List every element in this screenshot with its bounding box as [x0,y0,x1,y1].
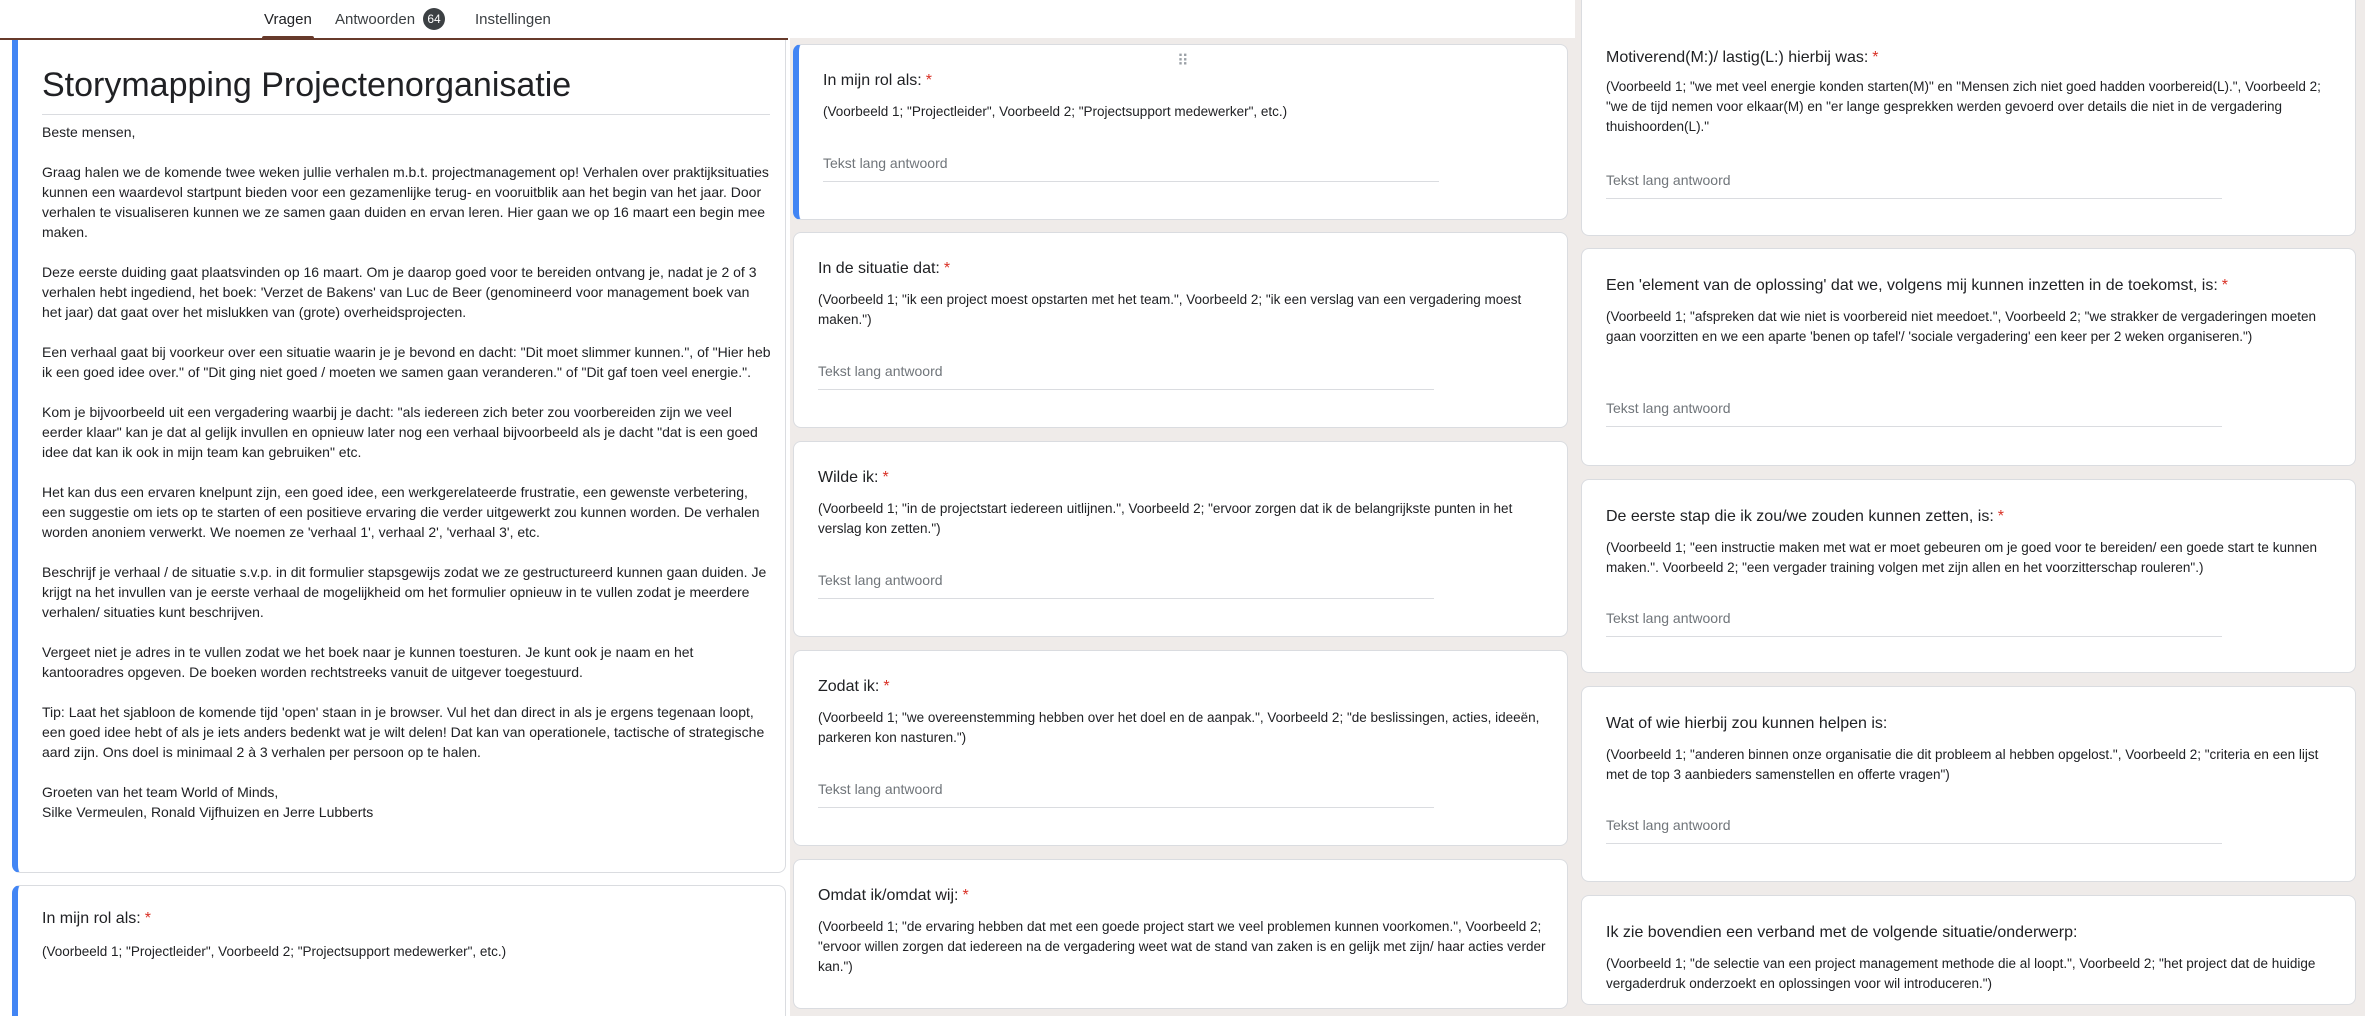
question-title-text: Wilde ik: [818,469,879,486]
question-title-text: In mijn rol als: [42,910,141,927]
required-asterisk: * [2221,277,2229,294]
form-header-card[interactable] [12,40,786,873]
question-title [1606,506,2004,528]
required-asterisk: * [943,260,951,277]
tab-instellingen[interactable]: Instellingen [475,11,551,28]
long-answer-field[interactable]: Tekst lang antwoord [823,154,1439,182]
description-paragraph: Het kan dus een ervaren knelpunt zijn, een goed idee, een werkgerelateerde frustratie, een gewenste verbetering, een suggestie om iets op te starten of een positieve ervaring die verder uitgewerkt zou kunnen worden. De verhalen worden anoniem verwerkt. We noemen ze 'verhaal 1', verhaal 2', 'verhaal 3', etc. [42,484,760,540]
required-asterisk: * [882,469,889,486]
question-card-situatie[interactable] [793,232,1568,428]
required-asterisk: * [1997,508,2005,525]
question-card-verband[interactable] [1581,895,2356,1005]
question-description: (Voorbeeld 1; "we overeenstemming hebben over het doel en de aanpak.", Voorbeeld 2; "de beslissingen, acties, ideeën, parkeren kon nasturen.") [818,710,1540,745]
question-title-text: Omdat ik/omdat wij: [818,887,959,904]
tab-antwoorden-label: Antwoorden [335,11,416,28]
question-description: (Voorbeeld 1; "Projectleider", Voorbeeld 2; "Projectsupport medewerker", etc.) [42,944,507,959]
tab-vragen[interactable]: Vragen [264,0,312,40]
question-description: (Voorbeeld 1; "Projectleider", Voorbeeld 2; "Projectsupport medewerker", etc.) [823,104,1288,119]
description-paragraph: Tip: Laat het sjabloon de komende tijd 'open' staan in je browser. Vul het dan direct in als je ergens tegenaan loopt, een goed idee hebt of als je iets anders bedenkt wat je wilt delen! Dat kan van operationele, tactische of strategische aard zijn. Ons doel is minimaal 2 à 3 verhalen per persoon op te halen. [42,704,765,760]
question-card-helpen[interactable] [1581,686,2356,882]
question-description: (Voorbeeld 1; "de ervaring hebben dat met een goede project start we veel problemen kunnen voorkomen.", Voorbeeld 2; "ervoor willen zorgen dat iedereen na de vergadering weet wat de stand van zaken is en gelijk met zijn/ haar acties verder kan.") [818,919,1546,974]
tab-antwoorden[interactable] [335,0,445,40]
question-title [818,467,889,489]
question-title-text: Wat of wie hierbij zou kunnen helpen is: [1606,715,1888,732]
description-paragraph: Vergeet niet je adres in te vullen zodat we het boek naar je kunnen toesturen. Je kunt ook je naam en het kantooradres opgeven. De boeken worden rechtstreeks vanuit de uitgever toegestuurd. [42,644,694,680]
question-card-motiverend[interactable] [1581,0,2356,236]
description-signature: Groeten van het team World of Minds, Silke Vermeulen, Ronald Vijfhuizen en Jerre Lubberts [42,784,374,820]
long-answer-field[interactable]: Tekst lang antwoord [1606,609,2222,637]
description-paragraph: Beschrijf je verhaal / de situatie s.v.p. in dit formulier stapsgewijs zodat we ze gestructureerd kunnen gaan duiden. Je krijgt na het invullen van je eerste verhaal de mogelijkheid om het formulier opnieuw in te vullen zodat je meerdere verhalen/ situaties kunt beschrijven. [42,564,767,620]
question-card-rol[interactable] [793,44,1568,220]
form-title[interactable]: Storymapping Projectenorganisatie [42,66,572,104]
question-title-text: In mijn rol als: [823,72,922,89]
question-description: (Voorbeeld 1; "de selectie van een project management methode die al loopt.", Voorbeeld 2; "het project dat de huidige vergaderdruk onderzoekt en oplossingen voor wil introduceren.") [1606,956,2316,991]
question-card-wilde-ik[interactable] [793,441,1568,637]
question-title-text: In de situatie dat: [818,260,940,277]
question-title [818,676,890,698]
question-title [1606,275,2228,297]
long-answer-field[interactable]: Tekst lang antwoord [1606,171,2222,199]
question-title [1606,922,2081,944]
form-tab-bar [0,0,790,40]
description-paragraph: Een verhaal gaat bij voorkeur over een situatie waarin je je bevond en dacht: "Dit moet slimmer kunnen.", of "Hier heb ik een goed idee over." of "Dit ging niet goed / moeten we samen gaan veranderen." of "Dit gaf toen veel energie.". [42,344,771,380]
drag-handle-icon[interactable]: ⠿ [1177,53,1188,70]
required-asterisk: * [144,910,151,927]
question-card-omdat[interactable] [793,859,1568,1009]
question-title [818,258,950,280]
question-card-rol[interactable] [12,885,786,1016]
required-asterisk: * [883,678,890,695]
description-paragraph: Deze eerste duiding gaat plaatsvinden op 16 maart. Om je daarop goed voor te bereiden ontvang je, nadat je 2 of 3 verhalen hebt ingediend, het boek: 'Verzet de Bakens' van Luc de Beer (genomineerd voor management boek van het jaar) dat gaat over het mislukken van (grote) overheidsprojecten. [42,264,757,320]
question-title-text: Motiverend(M:)/ lastig(L:) hierbij was: [1606,49,1869,66]
question-title-text: Zodat ik: [818,678,880,695]
question-description: (Voorbeeld 1; "we met veel energie konden starten(M)" en "Mensen zich niet goed hadden voorbereid(L).", Voorbeeld 2; "we de tijd nemen voor elkaar(M) en "er lange gesprekken werden gevoerd over details die niet in de vergadering thuishoorden(L)." [1606,79,2321,134]
long-answer-field[interactable]: Tekst lang antwoord [818,362,1434,390]
form-title-underline [42,114,770,115]
response-count-badge: 64 [423,8,445,30]
question-card-oplossing[interactable] [1581,248,2356,466]
question-description: (Voorbeeld 1; "een instructie maken met wat er moet gebeuren om je goed voor te bereiden/ een goede start te kunnen maken.". Voorbeeld 2; "een vergader training volgen met zijn allen en het voorzitterschap rouleren".) [1606,540,2317,575]
description-paragraph: Kom je bijvoorbeeld uit een vergadering waarbij je dacht: "als iedereen zich beter zou voorbereiden zijn we veel eerder klaar" kan je dat al gelijk invullen en opnieuw later nog een verhaal bijvoorbeeld als je dacht "dat is een goed idee dat kan ik ook in mijn team kan gebruiken" etc. [42,404,758,460]
long-answer-field[interactable]: Tekst lang antwoord [818,780,1434,808]
question-description: (Voorbeeld 1; "anderen binnen onze organisatie die dit probleem al hebben opgelost.", Voorbeeld 2; "criteria en een lijst met de top 3 aanbieders samenstellen en offerte vragen") [1606,747,2319,782]
long-answer-field[interactable]: Tekst lang antwoord [1606,399,2222,427]
required-asterisk: * [1872,49,1879,66]
question-description: (Voorbeeld 1; "in de projectstart iedereen uitlijnen.", Voorbeeld 2; "ervoor zorgen dat ik de belangrijkste punten in het verslag kon zetten.") [818,501,1513,536]
question-description: (Voorbeeld 1; "ik een project moest opstarten met het team.", Voorbeeld 2; "ik een verslag van een vergadering moest maken.") [818,292,1522,327]
question-title-text: Een 'element van de oplossing' dat we, volgens mij kunnen inzetten in de toekomst, is: [1606,277,2218,294]
form-description[interactable] [42,122,772,822]
question-card-eerste-stap[interactable] [1581,479,2356,673]
question-title [42,908,151,930]
question-title-text: Ik zie bovendien een verband met de volgende situatie/onderwerp: [1606,924,2078,941]
question-card-zodat-ik[interactable] [793,650,1568,846]
required-asterisk: * [962,887,969,904]
question-title [818,885,969,907]
question-title [1606,47,1879,69]
description-paragraph: Graag halen we de komende twee weken jullie verhalen m.b.t. projectmanagement op! Verhalen over praktijksituaties kunnen een waardevol startpunt bieden voor een gezamenlijke terug- en vooruitblik aan het begin van het jaar. Door verhalen te visualiseren kunnen we ze samen gaan duiden en ervan leren. Hier gaan we op 16 maart een begin mee maken. [42,164,769,240]
question-description: (Voorbeeld 1; "afspreken dat wie niet is voorbereid niet meedoet.", Voorbeeld 2; "we strakker de vergaderingen moeten gaan voorzitten en we een aparte 'benen op tafel'/ 'sociale vergadering' een keer per 2 weken organiseren.") [1606,309,2317,344]
long-answer-field[interactable]: Tekst lang antwoord [818,571,1434,599]
question-title-text: De eerste stap die ik zou/we zouden kunnen zetten, is: [1606,508,1994,525]
long-answer-field[interactable]: Tekst lang antwoord [1606,816,2222,844]
description-paragraph: Beste mensen, [42,124,136,140]
question-title [1606,713,1891,735]
required-asterisk: * [925,72,932,89]
question-title [823,70,932,92]
